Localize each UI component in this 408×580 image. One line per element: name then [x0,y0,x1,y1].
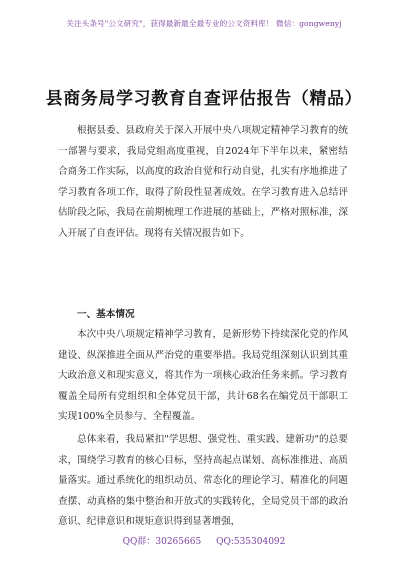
footer-qq-group: QQ群：30265665 [122,537,202,547]
document-title: 县商务局学习教育自查评估报告（精品） [45,88,363,108]
intro-paragraph: 根据县委、县政府关于深入开展中央八项规定精神学习教育的统一部署与要求，我局党组高度重视，自2024年下半年以来，紧密结合商务工作实际，以高度的政治自觉和行动自觉，扎实有序地推进了学习教育各项工作，取得了阶段性显著成效。在学习教育进入总结评估阶段之际，我局在前期梳理工作进展的基础上，严格对照标准，深入开展了自查评估。现将有关情况报告如下。 [58,125,348,239]
header-banner: 关注头条号"公文研究"，获得最新最全最专业的公文资料库！ 微信：gongwenyj [66,19,342,28]
footer-contact [0,534,408,547]
footer-qq-number: QQ:535304092 [216,537,286,547]
section-paragraph-1: 本次中央八项规定精神学习教育，是新形势下持续深化党的作风建设、纵深推进全面从严治党的重要举措。我局党组深刻认识到其重大政治意义和现实意义，将其作为一项核心政治任务来抓。学习教育覆盖全局所有党组织和全体党员干部，共计68名在编党员干部职工实现100%全员参与、全程覆盖。 [58,329,348,423]
section-heading: 一、基本情况 [77,309,135,320]
section-paragraph-2: 总体来看，我局紧扣"学思想、强党性、重实践、建新功"的总要求，围绕学习教育的核心目标，坚持高起点谋划、高标准推进、高质量落实。通过系统化的组织动员、常态化的理论学习、精准化的问题查摆、动真格的集中整治和开放式的实践转化，全局党员干部的政治意识、纪律意识和规矩意识得到显著增强， [58,434,348,528]
